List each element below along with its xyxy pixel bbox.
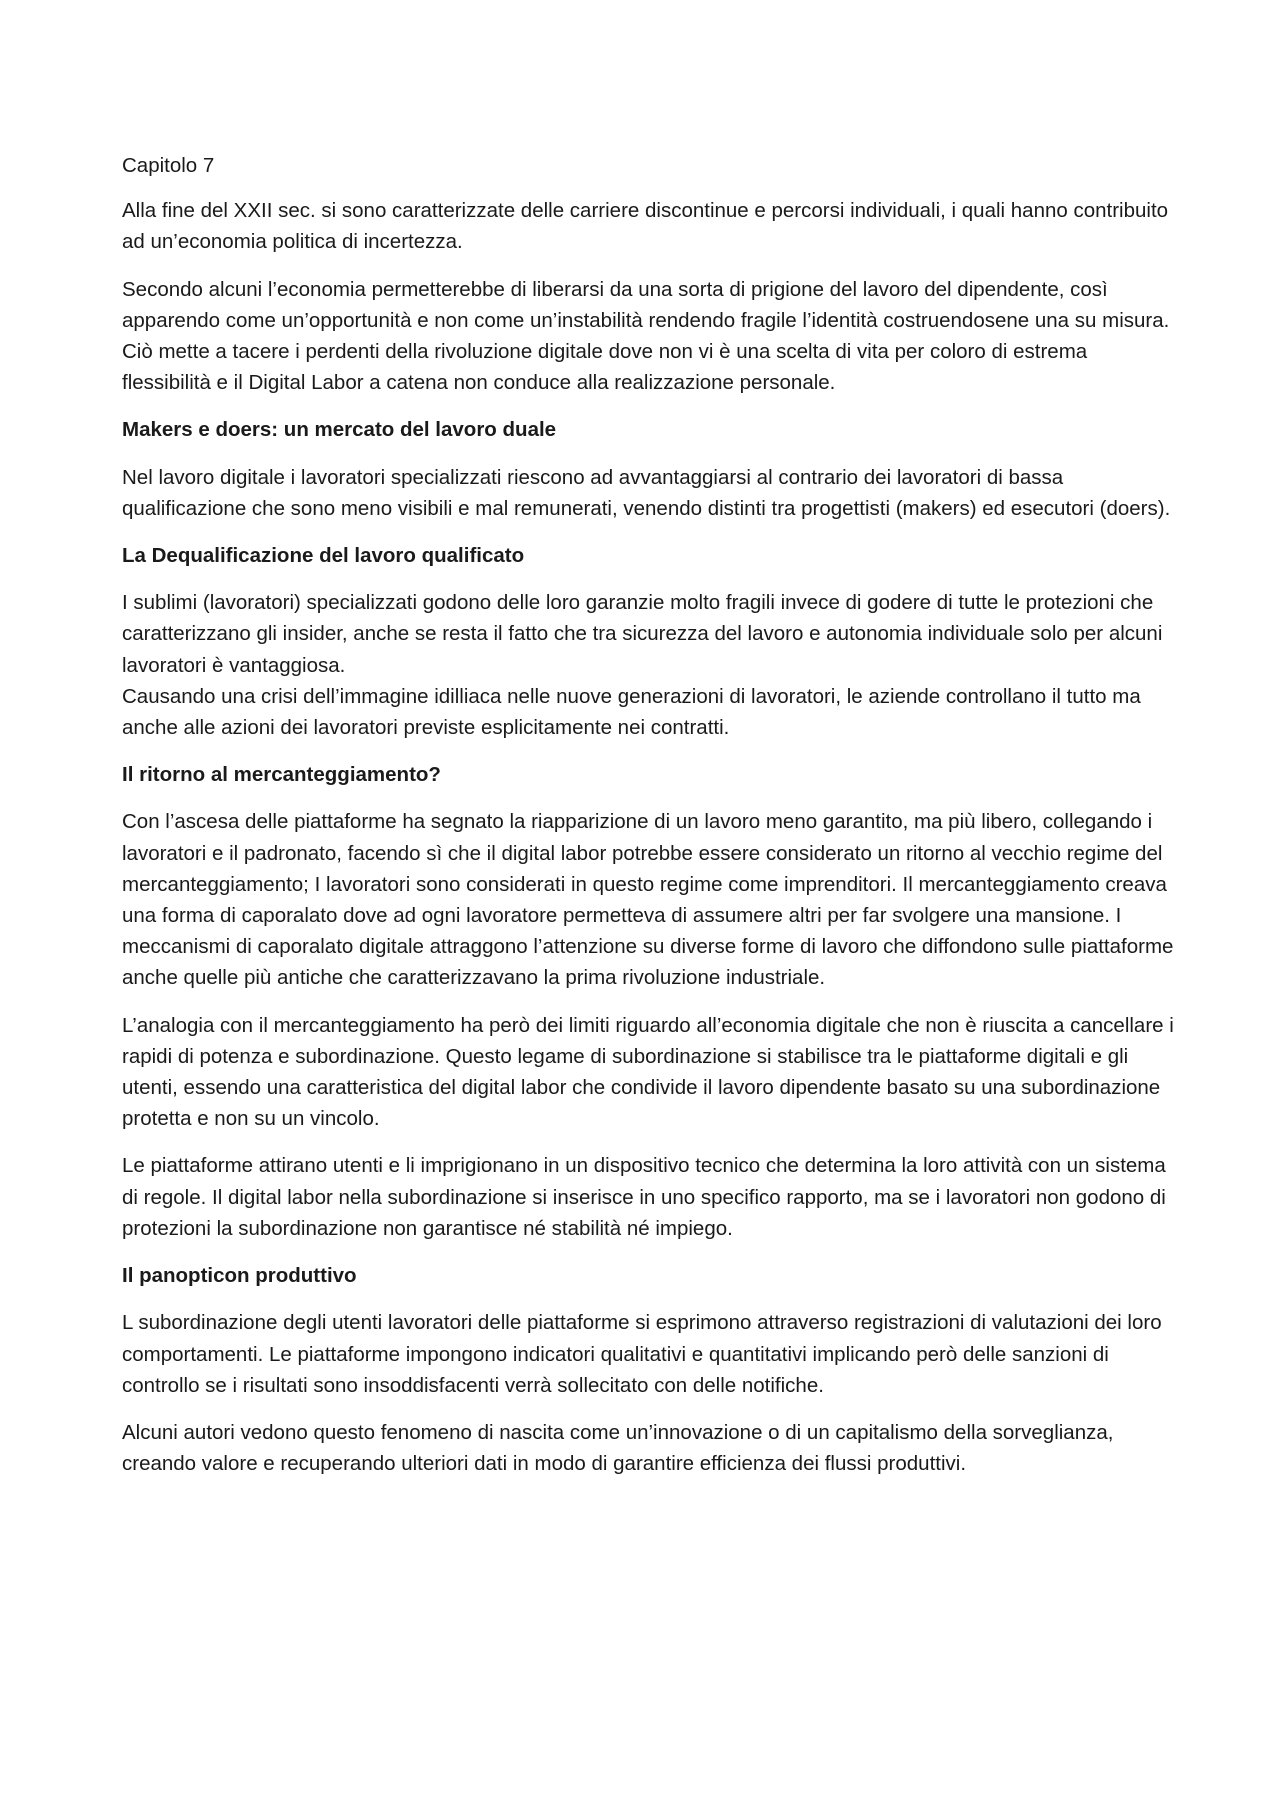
section-heading-mercanteggiamento: Il ritorno al mercanteggiamento? — [122, 763, 441, 787]
section-heading-makers-doers: Makers e doers: un mercato del lavoro duale — [122, 418, 557, 442]
chapter-title: Capitolo 7 — [122, 154, 215, 177]
paragraph-platforms-rise: Con l’ascesa delle piattaforme ha segnato la riapparizione di un lavoro meno garantito, ma più libero, collegando i lavoratori e il padronato, facendo sì che il digital labor potrebbe essere considerato un ritorno al vecchio regime del mercanteggiamento; I lavoratori sono considerati in questo regime come imprenditori. Il mercanteggiamento creava una forma di caporalato dove ad ogni lavoratore permetteva di assumere altri per far svolgere una mansione. I meccanismi di caporalato digitale attraggono l’attenzione su diverse forme di lavoro che diffondono sulle piattaforme anche quelle più antiche che caratterizzavano la prima rivoluzione industriale. — [122, 810, 1174, 990]
paragraph-makers-doers: Nel lavoro digitale i lavoratori specializzati riescono ad avvantaggiarsi al contrario dei lavoratori di bassa qualificazione che sono meno visibili e mal remunerati, venendo distinti tra progettisti (makers) ed esecutori (doers). — [122, 465, 1171, 520]
paragraph-specialized-workers: I sublimi (lavoratori) specializzati godono delle loro garanzie molto fragili invece di godere di tutte le protezioni che caratterizzano gli insider, anche se resta il fatto che tra sicurezza del lavoro e autonomia individuale solo per alcuni lavoratori è vantaggiosa. — [122, 591, 1163, 677]
paragraph-intro: Alla fine del XXII sec. si sono caratterizzate delle carriere discontinue e percorsi individuali, i quali hanno contribuito ad un’economia politica di incertezza. — [122, 199, 1169, 254]
section-heading-dequalification: La Dequalificazione del lavoro qualificato — [122, 544, 525, 568]
paragraph-platform-rules: Le piattaforme attirano utenti e li imprigionano in un dispositivo tecnico che determina la loro attività con un sistema di regole. Il digital labor nella subordinazione si inserisce in uno specifico rapporto, ma se i lavoratori non godono di protezioni la subordinazione non garantisce né stabilità né impiego. — [122, 1154, 1166, 1240]
paragraph-user-subordination: L subordinazione degli utenti lavoratori delle piattaforme si esprimono attraverso registrazioni di valutazioni dei loro comportamenti. Le piattaforme impongono indicatori qualitativi e quantitativi implicando però delle sanzioni di controllo se i risultati sono insoddisfacenti verrà sollecitato con delle notifiche. — [122, 1311, 1162, 1397]
paragraph-digital-revolution-losers: Ciò mette a tacere i perdenti della rivoluzione digitale dove non vi è una scelta di vita per coloro di estrema flessibilità e il Digital Labor a catena non conduce alla realizzazione personale. — [122, 340, 1088, 395]
paragraph-crisis-image: Causando una crisi dell’immagine idilliaca nelle nuove generazioni di lavoratori, le aziende controllano il tutto ma anche alle azioni dei lavoratori previste esplicitamente nei contratti. — [122, 684, 1141, 740]
section-heading-panopticon: Il panopticon produttivo — [122, 1264, 357, 1288]
paragraph-surveillance-capitalism: Alcuni autori vedono questo fenomeno di nascita come un’innovazione o di un capitalismo della sorveglianza, creando valore e recuperando ulteriori dati in modo di garantire efficienza dei flussi produttivi. — [122, 1420, 1114, 1476]
paragraph-analogy-limits: L’analogia con il mercanteggiamento ha però dei limiti riguardo all’economia digitale che non è riuscita a cancellare i rapidi di potenza e subordinazione. Questo legame di subordinazione si stabilisce tra le piattaforme digitali e gli utenti, essendo una caratteristica del digital labor che condivide il lavoro dipendente basato su una subordinazione protetta e non su un vincolo. — [122, 1013, 1174, 1131]
paragraph-economy-opportunity: Secondo alcuni l’economia permetterebbe di liberarsi da una sorta di prigione del lavoro del dipendente, così apparendo come un’opportunità e non come un’instabilità rendendo fragile l’identità costruendosene una su misura. — [122, 277, 1170, 332]
